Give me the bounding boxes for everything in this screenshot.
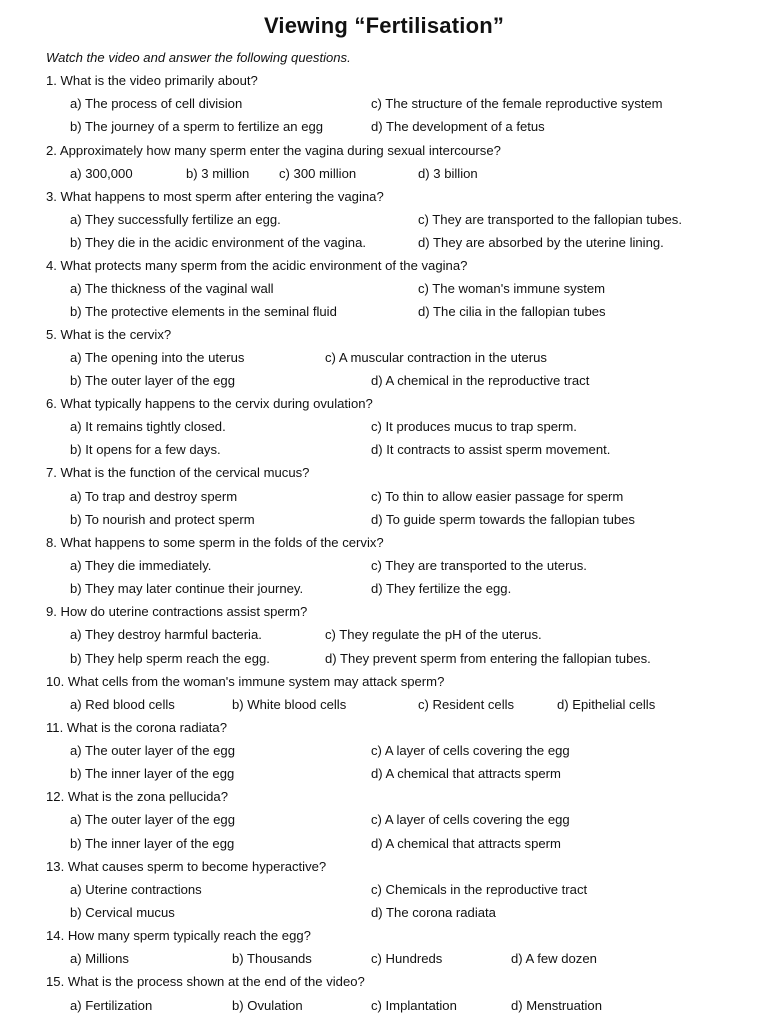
page-title: Viewing “Fertilisation”	[263, 13, 505, 38]
answer-option: b) It opens for a few days.	[70, 442, 221, 457]
answer-option: c) A layer of cells covering the egg	[371, 812, 570, 827]
answer-option: d) 3 billion	[418, 166, 478, 181]
question-text: 7. What is the function of the cervical mucus?	[46, 465, 310, 480]
question-text: 11. What is the corona radiata?	[46, 720, 227, 735]
answer-option: b) They may later continue their journey.	[70, 581, 304, 596]
answer-option: d) The development of a fetus	[371, 119, 545, 134]
answer-option: c) A layer of cells covering the egg	[371, 743, 570, 758]
answer-option: b) Ovulation	[232, 998, 303, 1013]
question-text: 15. What is the process shown at the end of the video?	[46, 974, 365, 989]
answer-option: d) A chemical in the reproductive tract	[371, 373, 590, 388]
answer-option: b) The inner layer of the egg	[70, 766, 235, 781]
answer-option: a) Red blood cells	[70, 697, 175, 712]
answer-option: a) It remains tightly closed.	[70, 419, 226, 434]
answer-option: a) The opening into the uterus	[70, 350, 245, 365]
answer-option: b) The journey of a sperm to fertilize an egg	[70, 119, 324, 134]
answer-option: a) To trap and destroy sperm	[70, 489, 238, 504]
answer-option: b) To nourish and protect sperm	[70, 512, 255, 527]
question-text: 8. What happens to some sperm in the folds of the cervix?	[46, 535, 384, 550]
answer-option: b) They die in the acidic environment of the vagina.	[70, 235, 366, 250]
answer-option: b) The protective elements in the seminal fluid	[70, 304, 337, 319]
answer-option: a) The outer layer of the egg	[70, 743, 235, 758]
answer-option: b) 3 million	[186, 166, 250, 181]
answer-option: d) A chemical that attracts sperm	[371, 836, 561, 851]
answer-option: a) They destroy harmful bacteria.	[70, 627, 262, 642]
answer-option: a) Millions	[70, 951, 129, 966]
answer-option: c) The woman's immune system	[418, 281, 606, 296]
answer-option: d) They prevent sperm from entering the fallopian tubes.	[325, 651, 651, 666]
answer-option: a) The thickness of the vaginal wall	[70, 281, 274, 296]
answer-option: a) They successfully fertilize an egg.	[70, 212, 281, 227]
answer-option: c) Implantation	[371, 998, 457, 1013]
answer-option: a) Fertilization	[70, 998, 153, 1013]
answer-option: c) Hundreds	[371, 951, 443, 966]
question-text: 1. What is the video primarily about?	[46, 73, 258, 88]
answer-option: d) They fertilize the egg.	[371, 581, 512, 596]
question-text: 12. What is the zona pellucida?	[46, 789, 228, 804]
answer-option: c) Chemicals in the reproductive tract	[371, 882, 588, 897]
answer-option: b) White blood cells	[232, 697, 347, 712]
answer-option: a) 300,000	[70, 166, 133, 181]
question-text: 2. Approximately how many sperm enter the vagina during sexual intercourse?	[46, 143, 501, 158]
answer-option: b) The inner layer of the egg	[70, 836, 235, 851]
answer-option: d) The corona radiata	[371, 905, 496, 920]
answer-option: d) The cilia in the fallopian tubes	[418, 304, 606, 319]
answer-option: b) Thousands	[232, 951, 312, 966]
answer-option: c) The structure of the female reproductive system	[371, 96, 663, 111]
answer-option: c) 300 million	[279, 166, 357, 181]
answer-option: d) They are absorbed by the uterine lining.	[418, 235, 664, 250]
question-text: 6. What typically happens to the cervix during ovulation?	[46, 396, 373, 411]
question-text: 14. How many sperm typically reach the egg?	[46, 928, 311, 943]
answer-option: d) It contracts to assist sperm movement.	[371, 442, 611, 457]
answer-option: c) They regulate the pH of the uterus.	[325, 627, 542, 642]
answer-option: c) A muscular contraction in the uterus	[325, 350, 547, 365]
answer-option: c) Resident cells	[418, 697, 515, 712]
answer-option: b) The outer layer of the egg	[70, 373, 235, 388]
answer-option: a) They die immediately.	[70, 558, 212, 573]
answer-option: c) To thin to allow easier passage for sperm	[371, 489, 624, 504]
answer-option: b) They help sperm reach the egg.	[70, 651, 270, 666]
answer-option: c) They are transported to the uterus.	[371, 558, 587, 573]
answer-option: a) Uterine contractions	[70, 882, 202, 897]
question-text: 13. What causes sperm to become hyperactive?	[46, 859, 327, 874]
answer-option: d) Menstruation	[511, 998, 602, 1013]
question-text: 9. How do uterine contractions assist sperm?	[46, 604, 308, 619]
answer-option: b) Cervical mucus	[70, 905, 175, 920]
question-text: 5. What is the cervix?	[46, 327, 172, 342]
answer-option: a) The outer layer of the egg	[70, 812, 235, 827]
answer-option: d) To guide sperm towards the fallopian tubes	[371, 512, 635, 527]
question-text: 10. What cells from the woman's immune system may attack sperm?	[46, 674, 445, 689]
answer-option: d) A few dozen	[511, 951, 597, 966]
answer-option: d) Epithelial cells	[557, 697, 656, 712]
question-text: 4. What protects many sperm from the acidic environment of the vagina?	[46, 258, 468, 273]
answer-option: a) The process of cell division	[70, 96, 243, 111]
question-text: 3. What happens to most sperm after entering the vagina?	[46, 189, 384, 204]
answer-option: c) They are transported to the fallopian tubes.	[418, 212, 682, 227]
answer-option: d) A chemical that attracts sperm	[371, 766, 561, 781]
instructions: Watch the video and answer the following questions.	[46, 50, 351, 65]
answer-option: c) It produces mucus to trap sperm.	[371, 419, 577, 434]
